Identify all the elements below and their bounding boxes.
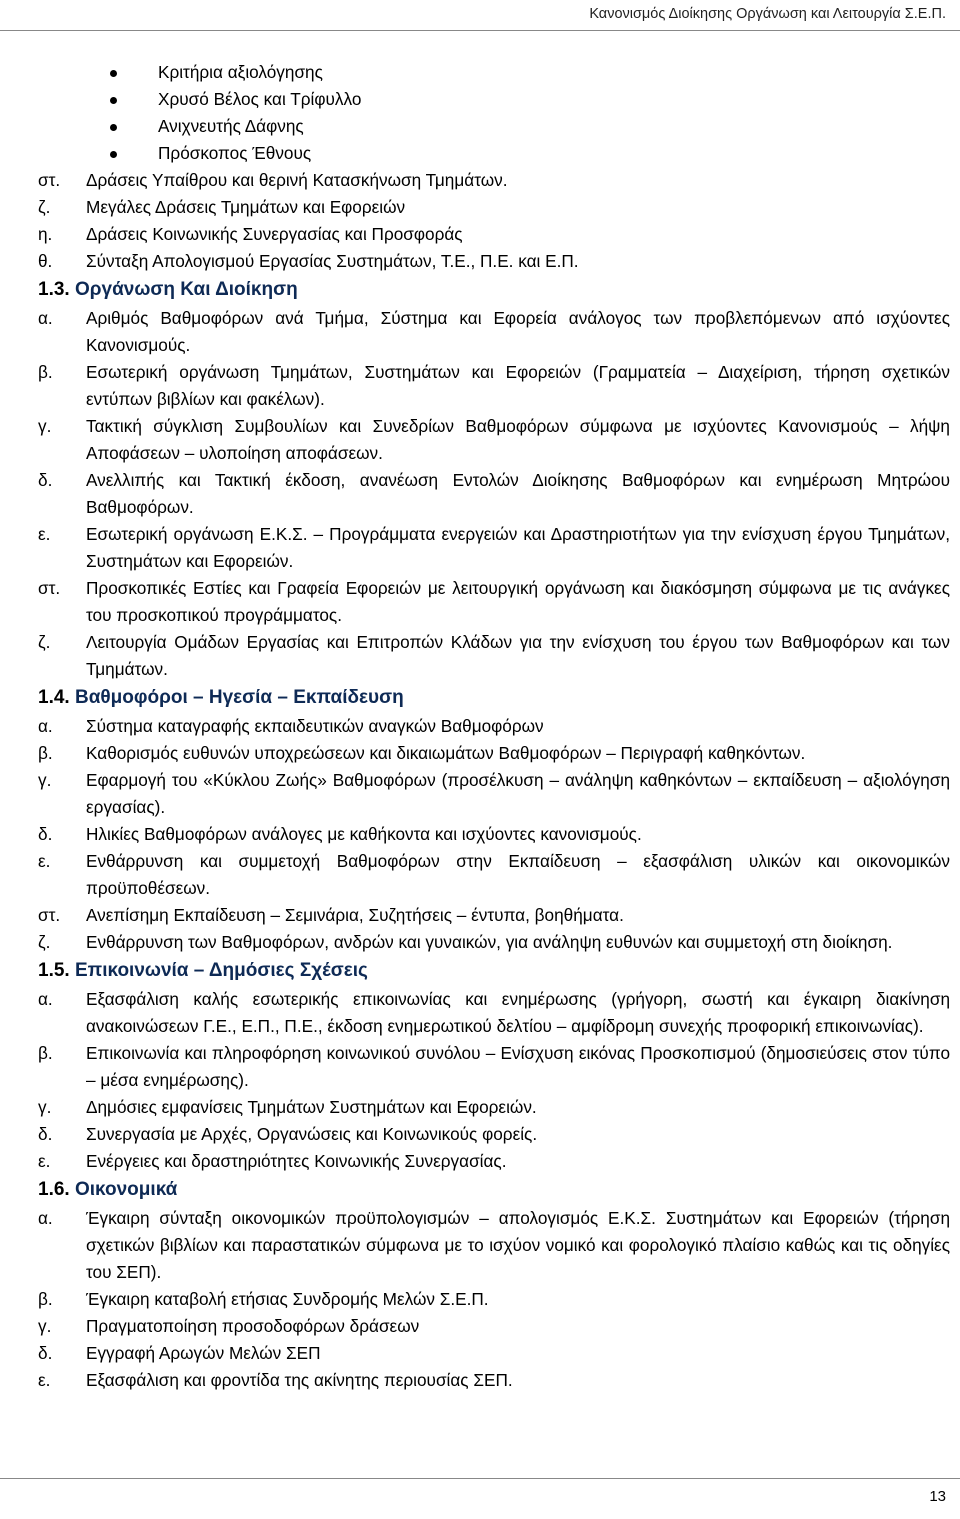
bullet-item xyxy=(38,86,950,113)
item-text: Δημόσιες εμφανίσεις Τμημάτων Συστημάτων και Εφορειών. xyxy=(86,1097,537,1117)
list-item xyxy=(38,305,950,359)
list-item xyxy=(38,929,950,956)
list-item xyxy=(38,521,950,575)
item-marker: δ. xyxy=(38,470,53,490)
item-text: Ανεπίσημη Εκπαίδευση – Σεμινάρια, Συζητήσεις – έντυπα, βοηθήματα. xyxy=(86,905,624,925)
header-divider xyxy=(0,30,960,31)
list-item xyxy=(38,1286,950,1313)
item-text: Εξασφάλιση και φροντίδα της ακίνητης περιουσίας ΣΕΠ. xyxy=(86,1370,513,1390)
item-text: Σύστημα καταγραφής εκπαιδευτικών αναγκών Βαθμοφόρων xyxy=(86,716,544,736)
item-text: Τακτική σύγκλιση Συμβουλίων και Συνεδρίων Βαθμοφόρων σύμφωνα με ισχύοντες Κανονισμούς – λήψη Αποφάσεων – υλοποίηση αποφάσεων. xyxy=(86,416,950,463)
list-item xyxy=(38,1340,950,1367)
item-text: Ανελλιπής και Τακτική έκδοση, ανανέωση Εντολών Διοίκησης Βαθμοφόρων και ενημέρωση Μητρώου Βαθμοφόρων. xyxy=(86,470,950,517)
item-text: Ενθάρρυνση και συμμετοχή Βαθμοφόρων στην Εκπαίδευση – εξασφάλιση υλικών και οικονομικών προϋποθέσεων. xyxy=(86,851,950,898)
section-number: 1.4. xyxy=(38,687,70,708)
bullet-item xyxy=(38,59,950,86)
section-heading xyxy=(38,683,950,713)
bullet-item xyxy=(38,113,950,140)
item-marker: α. xyxy=(38,989,53,1009)
item-marker: ε. xyxy=(38,1370,51,1390)
list-item xyxy=(38,248,950,275)
bullet-icon xyxy=(110,124,117,131)
bullet-text: Ανιχνευτής Δάφνης xyxy=(158,116,304,136)
item-marker: γ. xyxy=(38,1097,52,1117)
list-item xyxy=(38,902,950,929)
list-item xyxy=(38,194,950,221)
item-text: Ηλικίες Βαθμοφόρων ανάλογες με καθήκοντα και ισχύοντες κανονισμούς. xyxy=(86,824,642,844)
bullet-icon xyxy=(110,151,117,158)
item-marker: η. xyxy=(38,224,53,244)
section-heading xyxy=(38,275,950,305)
item-marker: δ. xyxy=(38,1124,53,1144)
item-text: Έγκαιρη καταβολή ετήσιας Συνδρομής Μελών Σ.Ε.Π. xyxy=(86,1289,489,1309)
item-text: Λειτουργία Ομάδων Εργασίας και Επιτροπών Κλάδων για την ενίσχυση του έργου των Βαθμοφόρων και των Τμημάτων. xyxy=(86,632,950,679)
list-item xyxy=(38,467,950,521)
section-number: 1.5. xyxy=(38,960,70,981)
item-marker: ζ. xyxy=(38,932,51,952)
item-text: Αριθμός Βαθμοφόρων ανά Τμήμα, Σύστημα και Εφορεία ανάλογος των προβλεπόμενων από ισχύοντες Κανονισμούς. xyxy=(86,308,950,355)
list-item xyxy=(38,848,950,902)
item-marker: γ. xyxy=(38,416,52,436)
list-item xyxy=(38,221,950,248)
item-marker: δ. xyxy=(38,1343,53,1363)
item-marker: στ. xyxy=(38,905,61,925)
item-marker: στ. xyxy=(38,170,61,190)
item-text: Καθορισμός ευθυνών υποχρεώσεων και δικαιωμάτων Βαθμοφόρων – Περιγραφή καθηκόντων. xyxy=(86,743,806,763)
item-text: Έγκαιρη σύνταξη οικονομικών προϋπολογισμών – απολογισμός Ε.Κ.Σ. Συστημάτων και Εφορειών (τήρηση σχετικών βιβλίων και παραστατικών σύμφωνα με το ισχύον νομικό και φορολογικό πλαίσιο καθώς και τις οδηγίες του ΣΕΠ). xyxy=(86,1208,950,1282)
list-item xyxy=(38,413,950,467)
list-item xyxy=(38,1205,950,1286)
item-marker: α. xyxy=(38,308,53,328)
item-text: Εξασφάλιση καλής εσωτερικής επικοινωνίας και ενημέρωσης (γρήγορη, σωστή και έγκαιρη διακίνηση ανακοινώσεων Γ.Ε., Ε.Π., Π.Ε., έκδοση ενημερωτικού δελτίου – αμφίδρομη συνεχής προφορική επικοινωνίας). xyxy=(86,989,950,1036)
item-text: Εφαρμογή του «Κύκλου Ζωής» Βαθμοφόρων (προσέλκυση – ανάληψη καθηκόντων – εκπαίδευση – αξιολόγηση εργασίας). xyxy=(86,770,950,817)
list-item xyxy=(38,1367,950,1394)
page-number: 13 xyxy=(929,1488,946,1505)
item-text: Εσωτερική οργάνωση Ε.Κ.Σ. – Προγράμματα ενεργειών και Δραστηριοτήτων για την ενίσχυση έργου Τμημάτων, Συστημάτων και Εφορειών. xyxy=(86,524,950,571)
item-text: Εγγραφή Αρωγών Μελών ΣΕΠ xyxy=(86,1343,321,1363)
list-item xyxy=(38,167,950,194)
list-item xyxy=(38,1313,950,1340)
section-title: Επικοινωνία – Δημόσιες Σχέσεις xyxy=(74,960,368,981)
item-text: Μεγάλες Δράσεις Τμημάτων και Εφορειών xyxy=(86,197,406,217)
running-header: Κανονισμός Διοίκησης Οργάνωση και Λειτουργία Σ.Ε.Π. xyxy=(589,6,946,22)
list-item xyxy=(38,767,950,821)
footer-divider xyxy=(0,1478,960,1479)
item-marker: ζ. xyxy=(38,632,51,652)
item-text: Επικοινωνία και πληροφόρηση κοινωνικού συνόλου – Ενίσχυση εικόνας Προσκοπισμού (δημοσιεύσεις στον τύπο – μέσα ενημέρωσης). xyxy=(86,1043,950,1090)
item-text: Προσκοπικές Εστίες και Γραφεία Εφορειών με λειτουργική οργάνωση και διακόσμηση σύμφωνα με τις ανάγκες του προσκοπικού προγράμματος. xyxy=(86,578,950,625)
item-marker: α. xyxy=(38,716,53,736)
section-title: Βαθμοφόροι – Ηγεσία – Εκπαίδευση xyxy=(74,687,404,708)
list-item xyxy=(38,1040,950,1094)
list-item xyxy=(38,359,950,413)
section-title: Οικονομικά xyxy=(74,1179,178,1200)
item-text: Συνεργασία με Αρχές, Οργανώσεις και Κοινωνικούς φορείς. xyxy=(86,1124,538,1144)
list-item xyxy=(38,713,950,740)
list-item xyxy=(38,1094,950,1121)
bullet-text: Κριτήρια αξιολόγησης xyxy=(158,62,323,82)
document-body xyxy=(38,59,950,1394)
bullet-item xyxy=(38,140,950,167)
item-marker: ε. xyxy=(38,524,51,544)
item-text: Δράσεις Υπαίθρου και θερινή Κατασκήνωση Τμημάτων. xyxy=(86,170,508,190)
item-marker: β. xyxy=(38,743,53,763)
item-marker: γ. xyxy=(38,1316,52,1336)
bullet-icon xyxy=(110,97,117,104)
item-marker: θ. xyxy=(38,251,53,271)
bullet-icon xyxy=(110,70,117,77)
list-item xyxy=(38,575,950,629)
item-marker: β. xyxy=(38,1289,53,1309)
section-heading xyxy=(38,956,950,986)
item-marker: ε. xyxy=(38,851,51,871)
item-marker: στ. xyxy=(38,578,61,598)
item-text: Σύνταξη Απολογισμού Εργασίας Συστημάτων, Τ.Ε., Π.Ε. και Ε.Π. xyxy=(86,251,579,271)
list-item xyxy=(38,1148,950,1175)
item-text: Ενθάρρυνση των Βαθμοφόρων, ανδρών και γυναικών, για ανάληψη ευθυνών και συμμετοχή στη διοίκηση. xyxy=(86,932,893,952)
list-item xyxy=(38,821,950,848)
section-number: 1.3. xyxy=(38,279,70,300)
section-number: 1.6. xyxy=(38,1179,70,1200)
list-item xyxy=(38,740,950,767)
section-heading xyxy=(38,1175,950,1205)
list-item xyxy=(38,986,950,1040)
item-text: Ενέργειες και δραστηριότητες Κοινωνικής Συνεργασίας. xyxy=(86,1151,507,1171)
item-text: Δράσεις Κοινωνικής Συνεργασίας και Προσφοράς xyxy=(86,224,463,244)
section-title: Οργάνωση Και Διοίκηση xyxy=(74,279,298,300)
item-marker: ζ. xyxy=(38,197,51,217)
item-text: Πραγματοποίηση προσοδοφόρων δράσεων xyxy=(86,1316,420,1336)
item-marker: δ. xyxy=(38,824,53,844)
list-item xyxy=(38,1121,950,1148)
item-marker: ε. xyxy=(38,1151,51,1171)
bullet-text: Πρόσκοπος Έθνους xyxy=(158,143,312,163)
list-item xyxy=(38,629,950,683)
item-text: Εσωτερική οργάνωση Τμημάτων, Συστημάτων και Εφορειών (Γραμματεία – Διαχείριση, τήρηση σχετικών εντύπων βιβλίων και φακέλων). xyxy=(86,362,950,409)
item-marker: β. xyxy=(38,1043,53,1063)
bullet-text: Χρυσό Βέλος και Τρίφυλλο xyxy=(158,89,362,109)
item-marker: α. xyxy=(38,1208,53,1228)
item-marker: β. xyxy=(38,362,53,382)
item-marker: γ. xyxy=(38,770,52,790)
